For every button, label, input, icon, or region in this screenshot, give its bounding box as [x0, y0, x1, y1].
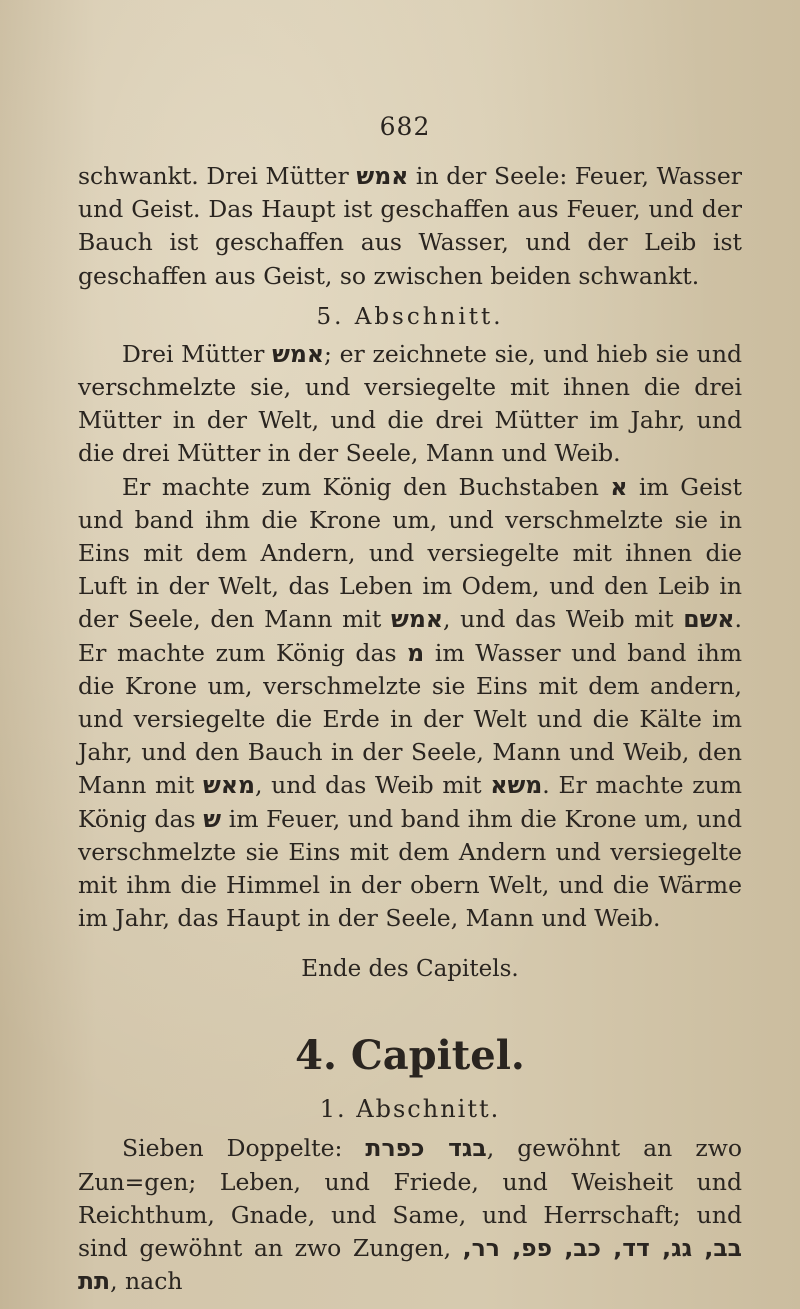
text-run: ; er zeichnete sie, und hieb sie und verschmelzte sie, und versiegelte mit ihnen die drei Mütter in der Welt, und die drei Mütter im Jahr, und die drei Mütter in der Seele, Mann und Weib.: [78, 339, 742, 468]
text-run: im Geist und band ihm die Krone um, und verschmelzte sie in Eins mit dem Andern, und versiegelte mit ihnen die Luft in der Welt, das Leben im Odem, und den Leib in der Seele, den Mann mit: [78, 472, 742, 634]
paragraph: [78, 338, 742, 471]
text-run: in der Seele: Feuer, Wasser und Geist. Das Haupt ist geschaffen aus Feuer, und der Bauch ist geschaffen aus Wasser, und der Leib ist geschaffen aus Geist, so zwischen beiden schwankt.: [78, 162, 742, 290]
hebrew-letters: א: [610, 472, 628, 501]
text-run: , und das Weib mit: [254, 771, 491, 800]
text-run: Drei Mütter: [122, 339, 273, 368]
hebrew-letters: אמש: [356, 162, 409, 190]
hebrew-letters: משא: [490, 771, 543, 800]
hebrew-letters: בגד כפרת: [365, 1134, 487, 1163]
hebrew-letters: אשם: [683, 605, 735, 634]
paragraph: [78, 1132, 742, 1298]
text-run: Sieben Doppelte:: [122, 1134, 366, 1163]
hebrew-letters: אמש: [391, 605, 443, 634]
section-heading: 1. Abschnitt.: [319, 1095, 501, 1124]
text-run: , nach: [110, 1267, 183, 1296]
top-paragraph: [78, 160, 742, 293]
hebrew-letters: מ: [407, 638, 425, 667]
text-run: im Feuer, und band ihm die Krone um, und verschmelzte sie Eins mit dem Andern und versiegelte mit ihm die Himmel in der obern Welt, und die Wärme im Jahr, das Haupt in der Seele, Mann und Weib.: [78, 804, 742, 933]
paragraph: [78, 471, 742, 936]
hebrew-letters: מאש: [203, 771, 255, 800]
section-heading: 5. Abschnitt.: [316, 303, 504, 330]
text-run: im Wasser und band ihm die Krone um, verschmelzte sie Eins mit dem andern, und versiegelte die Erde in der Welt und die Kälte im Jahr, und den Bauch in der Seele, Mann und Weib, den Mann mit: [78, 638, 742, 800]
text-run: schwankt. Drei Mütter: [78, 162, 357, 190]
text-run: Er machte zum König den Buchstaben: [122, 472, 611, 501]
chapter-end: Ende des Capitels.: [301, 956, 519, 983]
text-run: , und das Weib mit: [442, 605, 684, 634]
page-number: 682: [379, 112, 431, 141]
text-run: . Er machte zum König das: [78, 771, 743, 833]
chapter-title: 4. Capitel.: [295, 1032, 525, 1080]
hebrew-letters: בב, גג, דד, כב, פפ, רר, תת: [78, 1234, 742, 1296]
hebrew-letters: ש: [203, 804, 222, 833]
hebrew-letters: אמש: [272, 339, 325, 368]
text-run: , gewöhnt an zwo Zun=gen; Leben, und Friede, und Weisheit und Reichthum, Gnade, und Same, und Herrschaft; und sind gewöhnt an zwo Zungen,: [78, 1134, 742, 1263]
text-run: . Er machte zum König das: [78, 605, 742, 667]
